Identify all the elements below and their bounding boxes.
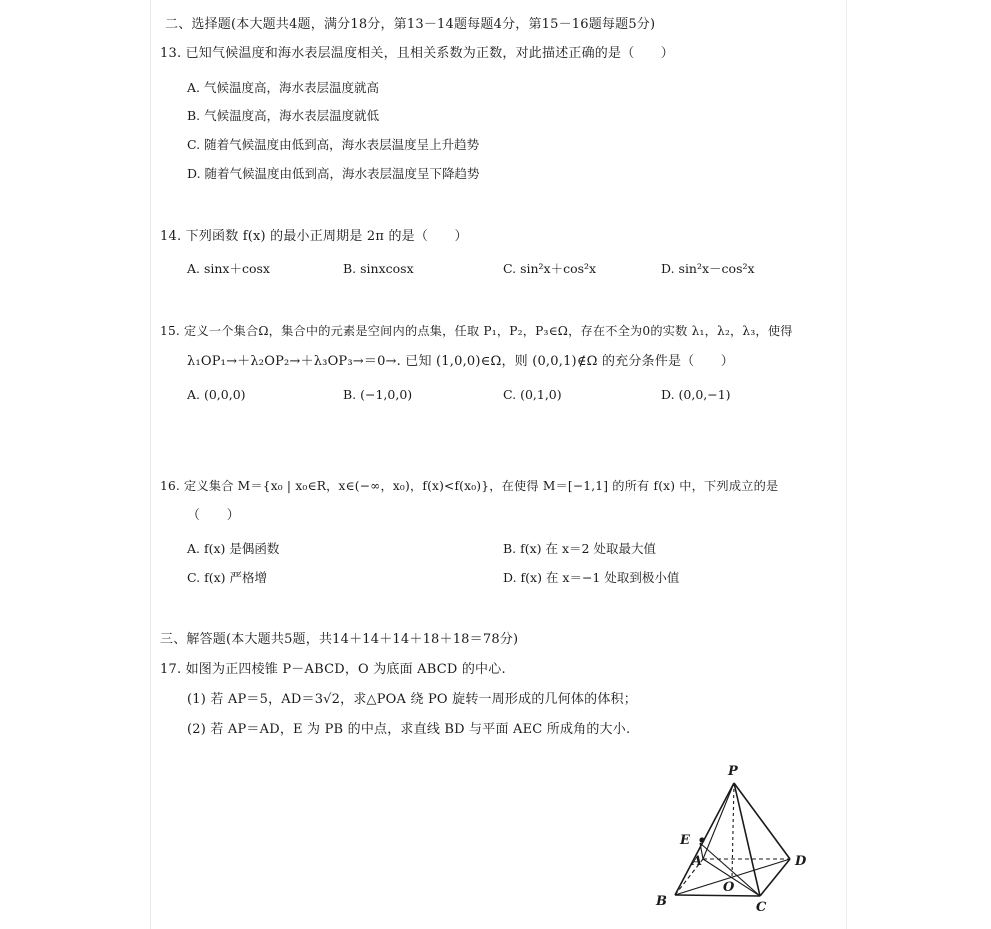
q14-option-c[interactable]: C. sin²x＋cos²x: [503, 261, 597, 276]
label-a: A: [692, 854, 703, 869]
q17-stem: 17. 如图为正四棱锥 P－ABCD，O 为底面 ABCD 的中心.: [160, 662, 506, 677]
label-b: B: [656, 894, 667, 909]
edge-bc: [675, 895, 760, 896]
q15-option-b[interactable]: B. (−1,0,0): [343, 387, 413, 402]
q14-option-a[interactable]: A. sinx＋cosx: [187, 261, 270, 276]
edge-pa: [703, 783, 734, 859]
q15-option-a[interactable]: A. (0,0,0): [187, 387, 246, 402]
q13-option-d[interactable]: D. 随着气候温度由低到高，海水表层温度呈下降趋势: [187, 166, 480, 181]
q17-part1: (1) 若 AP＝5，AD＝3√2，求△POA 绕 PO 旋转一周形成的几何体的体积；: [187, 692, 637, 707]
q14-option-b[interactable]: B. sinxcosx: [343, 261, 414, 276]
q14-stem: 14. 下列函数 f(x) 的最小正周期是 2π 的是（ ）: [160, 229, 468, 244]
label-c: C: [756, 900, 767, 915]
section2-header: 二、选择题(本大题共4题，满分18分，第13－14题每题4分，第15－16题每题5分): [165, 17, 656, 32]
q14-option-d[interactable]: D. sin²x－cos²x: [661, 261, 755, 276]
pyramid-figure: [650, 755, 820, 915]
label-d: D: [795, 854, 807, 869]
q15-option-c[interactable]: C. (0,1,0): [503, 387, 562, 402]
q13-stem: 13. 已知气候温度和海水表层温度相关，且相关系数为正数，对此描述正确的是（ ）: [160, 46, 675, 61]
edge-cd: [760, 859, 790, 896]
q15-option-d[interactable]: D. (0,0,−1): [661, 387, 731, 402]
page-edge-right: [846, 0, 847, 929]
q13-option-a[interactable]: A. 气候温度高，海水表层温度就高: [187, 80, 379, 95]
label-p: P: [728, 764, 738, 779]
q16-stem-line1: 16. 定义集合 M＝{x₀ | x₀∈R，x∈(−∞，x₀)，f(x)<f(x₀)}，在使得 M＝[−1,1] 的所有 f(x) 中，下列成立的是: [160, 479, 779, 493]
q16-option-a[interactable]: A. f(x) 是偶函数: [187, 541, 280, 556]
q16-stem-line2: （ ）: [187, 508, 240, 523]
pyramid-diagram: [650, 755, 820, 915]
q13-option-c[interactable]: C. 随着气候温度由低到高，海水表层温度呈上升趋势: [187, 137, 480, 152]
point-e: [699, 837, 704, 842]
label-e: E: [680, 833, 690, 848]
q16-option-d[interactable]: D. f(x) 在 x＝−1 处取到极小值: [503, 570, 680, 585]
q13-option-b[interactable]: B. 气候温度高，海水表层温度就低: [187, 108, 380, 123]
section3-header: 三、解答题(本大题共5题，共14＋14＋14＋18＋18＝78分): [160, 632, 519, 647]
q17-part2: (2) 若 AP＝AD，E 为 PB 的中点，求直线 BD 与平面 AEC 所成角的大小.: [187, 722, 631, 737]
page-edge-left: [150, 0, 151, 929]
height-po: [732, 783, 734, 877]
q16-option-b[interactable]: B. f(x) 在 x＝2 处取最大值: [503, 541, 656, 556]
q16-option-c[interactable]: C. f(x) 严格增: [187, 570, 267, 585]
q15-stem-line1: 15. 定义一个集合Ω，集合中的元素是空间内的点集，任取 P₁，P₂，P₃∈Ω，存在不全为0的实数 λ₁，λ₂，λ₃，使得: [160, 324, 793, 338]
label-o: O: [723, 880, 735, 895]
q15-stem-line2: λ₁OP₁→＋λ₂OP₂→＋λ₃OP₃→＝0→. 已知 (1,0,0)∈Ω，则 (0,0,1)∉Ω 的充分条件是（ ）: [187, 354, 734, 369]
